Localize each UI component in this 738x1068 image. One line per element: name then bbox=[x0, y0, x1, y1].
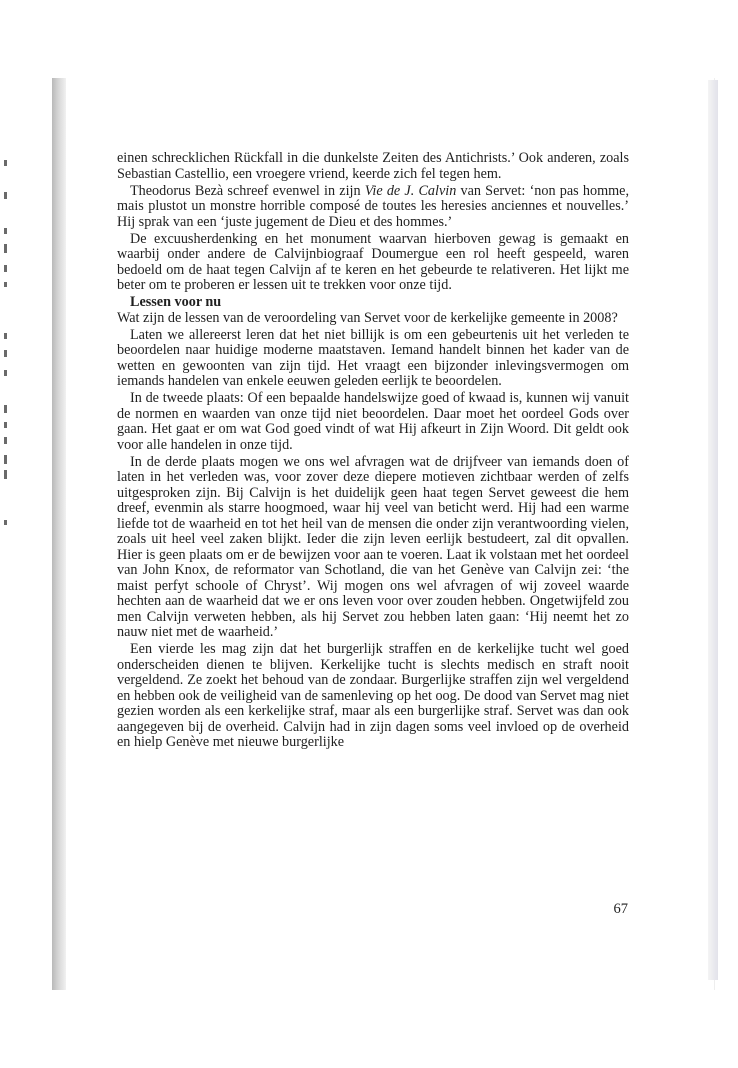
edge-mark bbox=[4, 244, 7, 253]
paragraph: Een vierde les mag zijn dat het burgerlijk straffen en de kerkelijke tucht wel goed onderscheiden dienen te blijven. Kerkelijke tucht is slechts medisch en straft nooit vergeldend. Ze zoekt het behoud van de zondaar. Burgerlijke straffen zijn wel vergeldend en hebben ook de veiligheid van de samenleving op het oog. De dood van Servet mag niet gezien worden als een kerkelijke straf, maar als een burgerlijke straf. Servet was dan ook aangegeven bij de overheid. Calvijn had in zijn dagen soms veel invloed op de overheid en hielp Genève met nieuwe burgerlijke bbox=[117, 641, 629, 750]
paragraph: De excuusherdenking en het monument waarvan hierboven gewag is gemaakt en waarbij onder andere de Calvijnbiograaf Doumergue een rol heeft gespeeld, waren bedoeld om de haat tegen Calvijn af te keren en het gebeurde te relativeren. Het lijkt me beter om te proberen er lessen uit te trekken voor onze tijd. bbox=[117, 230, 629, 293]
paragraph: In de derde plaats mogen we ons wel afvragen wat de drijfveer van iemands doen of laten in het verleden was, voor zover deze diepere motieven zichtbaar werden of zelfs uitgesproken zijn. Bij Calvijn is het duidelijk geen haat tegen Servet geweest die hem dreef, evenmin als starre hoogmoed, waar hij veel van beticht werd. Hij had een warme liefde tot de waarheid en tot het heil van de mensen die onder zijn verantwoording vielen, zoals uit heel veel zaken blijkt. Ieder die zijn leven eerlijk bestudeert, zal dit opvallen. Hier is geen plaats om er de bewijzen voor aan te voeren. Laat ik volstaan met het oordeel van John Knox, de reformator van Schotland, die van het Genève van Calvijn zei: ‘the maist perfyt schoole of Chryst’. Wij mogen ons wel afvragen of wij zoveel waarde hechten aan de waarheid dat we er ons leven voor over zouden hebben. Ongetwijfeld zou men Calvijn verweten hebben, als hij Servet zou hebben laten gaan: ‘Hij neemt het zo nauw niet met de waarheid.’ bbox=[117, 453, 629, 640]
edge-mark bbox=[4, 265, 7, 272]
edge-mark bbox=[4, 350, 7, 357]
edge-mark bbox=[4, 422, 7, 428]
paragraph: Laten we allereerst leren dat het niet billijk is om een gebeurtenis uit het verleden te beoordelen naar huidige moderne maatstaven. Iemand handelt binnen het kader van de wetten en gewoonten van zijn tijd. Het vraagt een bijzonder inlevingsvermogen om iemands handelen van enkele eeuwen geleden eerlijk te beoordelen. bbox=[117, 326, 629, 389]
binding-shadow bbox=[52, 78, 66, 990]
edge-mark bbox=[4, 455, 7, 464]
edge-mark bbox=[4, 192, 7, 199]
page-edge bbox=[708, 80, 718, 980]
paragraph: In de tweede plaats: Of een bepaalde handelswijze goed of kwaad is, kunnen wij vanuit de normen en waarden van onze tijd niet beoordelen. Daar moet het oordeel Gods over gaan. Het gaat er om wat God goed vindt of wat Hij afkeurt in Zijn Woord. Dit geldt ook voor alle handelen in onze tijd. bbox=[117, 390, 629, 453]
paragraph: Wat zijn de lessen van de veroordeling van Servet voor de kerkelijke gemeente in 2008? bbox=[117, 309, 618, 326]
edge-mark bbox=[4, 470, 7, 479]
paragraph: Theodorus Bezà schreef evenwel in zijn Vie de J. Calvin van Servet: ‘non pas homme, mais plustot un monstre horrible composé de toutes les heresies anciennes et nouvelles.’ Hij sprak van een ‘juste jugement de Dieu et des hommes.’ bbox=[117, 182, 629, 230]
edge-mark bbox=[4, 333, 7, 339]
edge-mark bbox=[4, 437, 7, 444]
edge-mark bbox=[4, 160, 7, 166]
section-heading: Lessen voor nu bbox=[130, 294, 222, 310]
edge-mark bbox=[4, 282, 7, 287]
left-edge-marks bbox=[0, 0, 20, 1068]
body-text bbox=[117, 151, 629, 751]
edge-mark bbox=[4, 405, 7, 413]
page-number: 67 bbox=[613, 901, 628, 917]
edge-mark bbox=[4, 228, 7, 234]
paragraph: einen schrecklichen Rückfall in die dunkelste Zeiten des Antichrists.’ Ook anderen, zoals Sebastian Castellio, een vroegere vriend, keerde zich fel tegen hem. bbox=[117, 150, 629, 182]
edge-mark bbox=[4, 370, 7, 376]
edge-mark bbox=[4, 520, 7, 525]
